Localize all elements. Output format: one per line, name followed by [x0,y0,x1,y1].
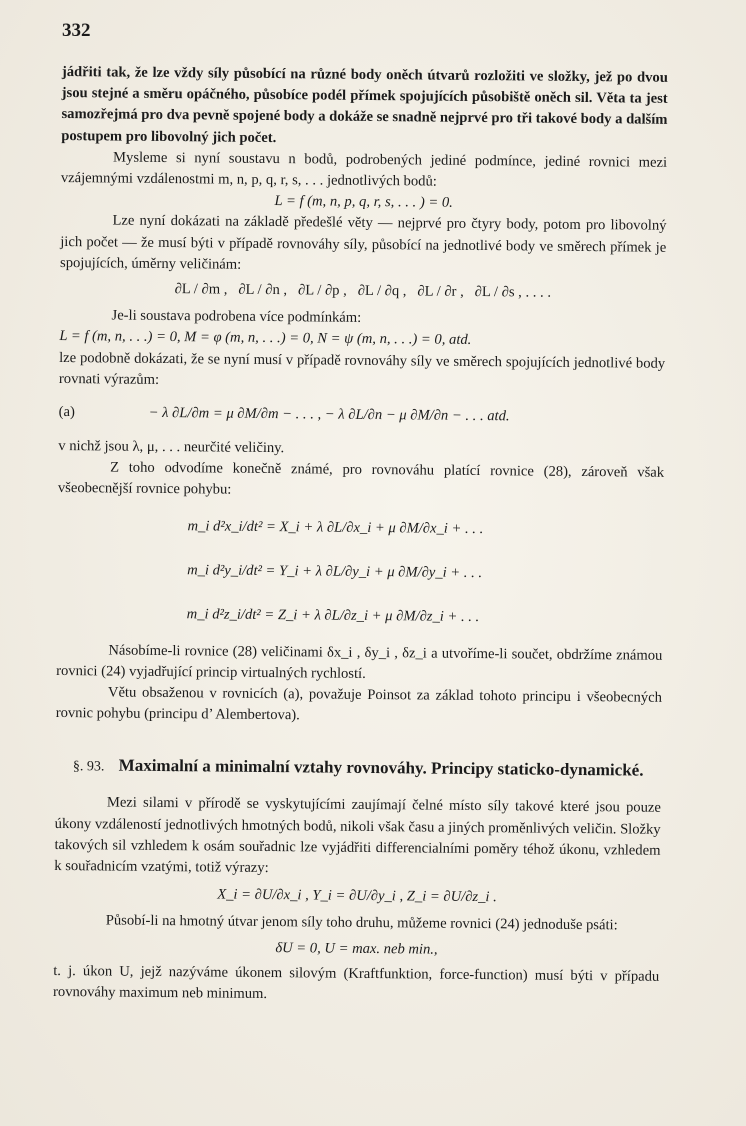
paragraph-virtual-velocities: Násobíme-li rovnice (28) veličinami δx_i , δy_i , δz_i a utvoříme-li součet, obdržíme známou rovnici (24) vyjadřující princip virtualných rychlostí. [56,642,663,682]
partial-term: ∂L / ∂q , [357,282,407,300]
motion-equation-y: m_i d²y_i/dt² = Y_i + λ ∂L/∂y_i + μ ∂M/∂y_i + . . . [187,562,483,582]
paragraph-forces: Mezi silami v přírodě se vyskytujícími zaujímají čelné místo síly takové které jsou pouze úkony vzdáleností jednotlivých hmotných bodů, nikoli však času a jiných proměnlivých veličin. Složky takových sil vzhledem k osám souřadnic lze vyjádřiti differencialními poměry téhož úkonu, vzhledem k souřadnicím vzatými, totiž výrazy: [54,794,661,877]
partials-row [60,278,666,305]
page-number: 332 [62,20,91,41]
partial-term: ∂L / ∂r , [417,283,464,300]
partial-term: ∂L / ∂n , [238,281,288,299]
paragraph-intro: jádřiti tak, že lze vždy síly působící na různé body oněch útvarů rozložiti ve složky, jež po dvou jsou stejné a směru opáčného, působíce podél přímek spojujících působiště oněch sil. Věta ta jest samozřejmá pro dva pevně spojené body a dokáže se snadně nejprvé pro tři takové body a dalším postupem pro libovolný jich počet. [61,63,668,146]
paragraph-simplify: Působí-li na hmotný útvar jenom síly toho druhu, můžeme rovnici (24) jednoduše psáti: [105,912,618,934]
partial-term: ∂L / ∂p , [297,282,347,299]
paragraph-proof: Lze nyní dokázati na základě předešlé věty — nejprvé pro čtyry body, potom pro libovolný jich počet — že musí býti v případě rovnováhy síly, působící na jednotlivé body ve směrech přímek je spojujících, úměrny veličinám: [59,212,667,273]
section-number: §. 93. [72,759,105,775]
motion-equation-x: m_i d²x_i/dt² = X_i + λ ∂L/∂x_i + μ ∂M/∂x_i + . . . [187,518,484,538]
motion-equation-z: m_i d²z_i/dt² = Z_i + λ ∂L/∂z_i + μ ∂M/∂z_i + . . . [186,606,480,626]
paragraph-motion-intro: Z toho odvodíme konečně známé, pro rovnováhu platící rovnice (28), zároveň však všeobecnější rovnice pohybu: [57,459,665,499]
page-body [53,62,668,1009]
equation-multiple-conditions: L = f (m, n, . . .) = 0, M = φ (m, n, . . .) = 0, N = ψ (m, n, . . .) = 0, atd. [59,328,472,349]
section-heading [55,754,661,784]
paragraph-conditions: Je-li soustava podrobena více podmínkám: [111,307,362,327]
section-title: Maximalní a minimalní vztahy rovnováhy. Principy staticko-dynamické. [118,756,644,781]
partial-term: ∂L / ∂s , . . . . [474,284,552,301]
equation-condition: L = f (m, n, p, q, r, s, . . . ) = 0. [274,193,453,211]
partial-term: ∂L / ∂m , [174,281,228,298]
paragraph-multipliers: v nichž jsou λ, μ, . . . neurčité veličiny. [58,438,285,457]
paragraph-poinsot: Větu obsaženou v rovnicích (a), považuje Poinsot za základ tohoto principu i všeobecných rovnic pohybu (principu d’ Alembertova). [55,684,663,724]
paragraph-system: Mysleme si nyní soustavu n bodů, podrobených jediné podmínce, jediné rovnici mezi vzájemnými vzdálenostmi m, n, p, q, r, s, . . . jednotlivých bodů: [60,149,668,190]
paragraph-force-function: t. j. úkon U, jejž nazýváme úkonem silovým (Kraftfunktion, force-function) musí býti v případu rovnováhy maximum neb minimum. [52,962,660,1003]
equation-a-label: (a) [58,404,75,421]
equation-extremum: δU = 0, U = max. neb min., [275,939,438,958]
paragraph-equilibrium: lze podobně dokázati, že se nyní musí v případě rovnováhy síly ve směrech spojujících jednotlivé body rovnati výrazům: [58,349,666,388]
equation-a-row [58,390,664,442]
equation-force-components: X_i = ∂U/∂x_i , Y_i = ∂U/∂y_i , Z_i = ∂U/∂z_i . [217,886,497,906]
motion-equations [56,504,663,642]
equation-a: − λ ∂L/∂m = μ ∂M/∂m − . . . , − λ ∂L/∂n − μ ∂M/∂n − . . . atd. [148,405,510,425]
